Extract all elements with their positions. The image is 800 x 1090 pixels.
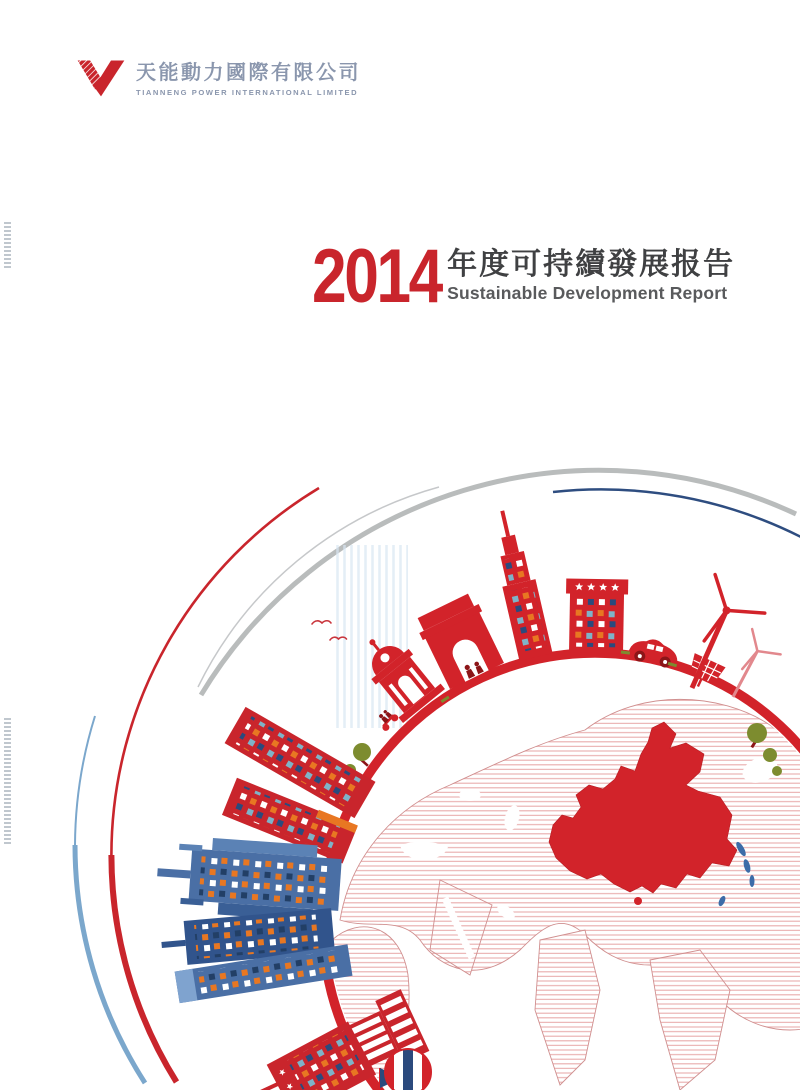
logo-text [136,56,361,97]
report-title-zh: 年度可持續發展报告 [447,248,736,281]
company-name-en: TIANNENG POWER INTERNATIONAL LIMITED [136,88,359,97]
japan-island-3 [750,875,755,887]
report-subtitle [447,246,735,304]
company-logo [76,56,361,100]
report-title [312,234,736,319]
hot-air-balloon [385,1049,431,1090]
bay-of-bengal [603,1000,647,1060]
city-skyline-left [155,707,376,1003]
skyscraper [486,507,553,661]
report-year: 2014 [312,234,441,319]
company-name-zh: 天能動力國際有限公司 [136,62,361,84]
star-hotel [565,578,628,653]
report-title-en: Sustainable Development Report [447,282,728,303]
navy-orbit-arc [553,489,800,538]
black-sea [459,789,481,801]
logo-v-icon [76,56,126,100]
spine-mark-top [4,222,11,268]
lightblue-orbit-arc-upper [75,716,95,845]
red-orbit-arc-lower [111,855,176,1082]
hainan-island [634,897,642,905]
globe-city-illustration [0,430,800,1090]
